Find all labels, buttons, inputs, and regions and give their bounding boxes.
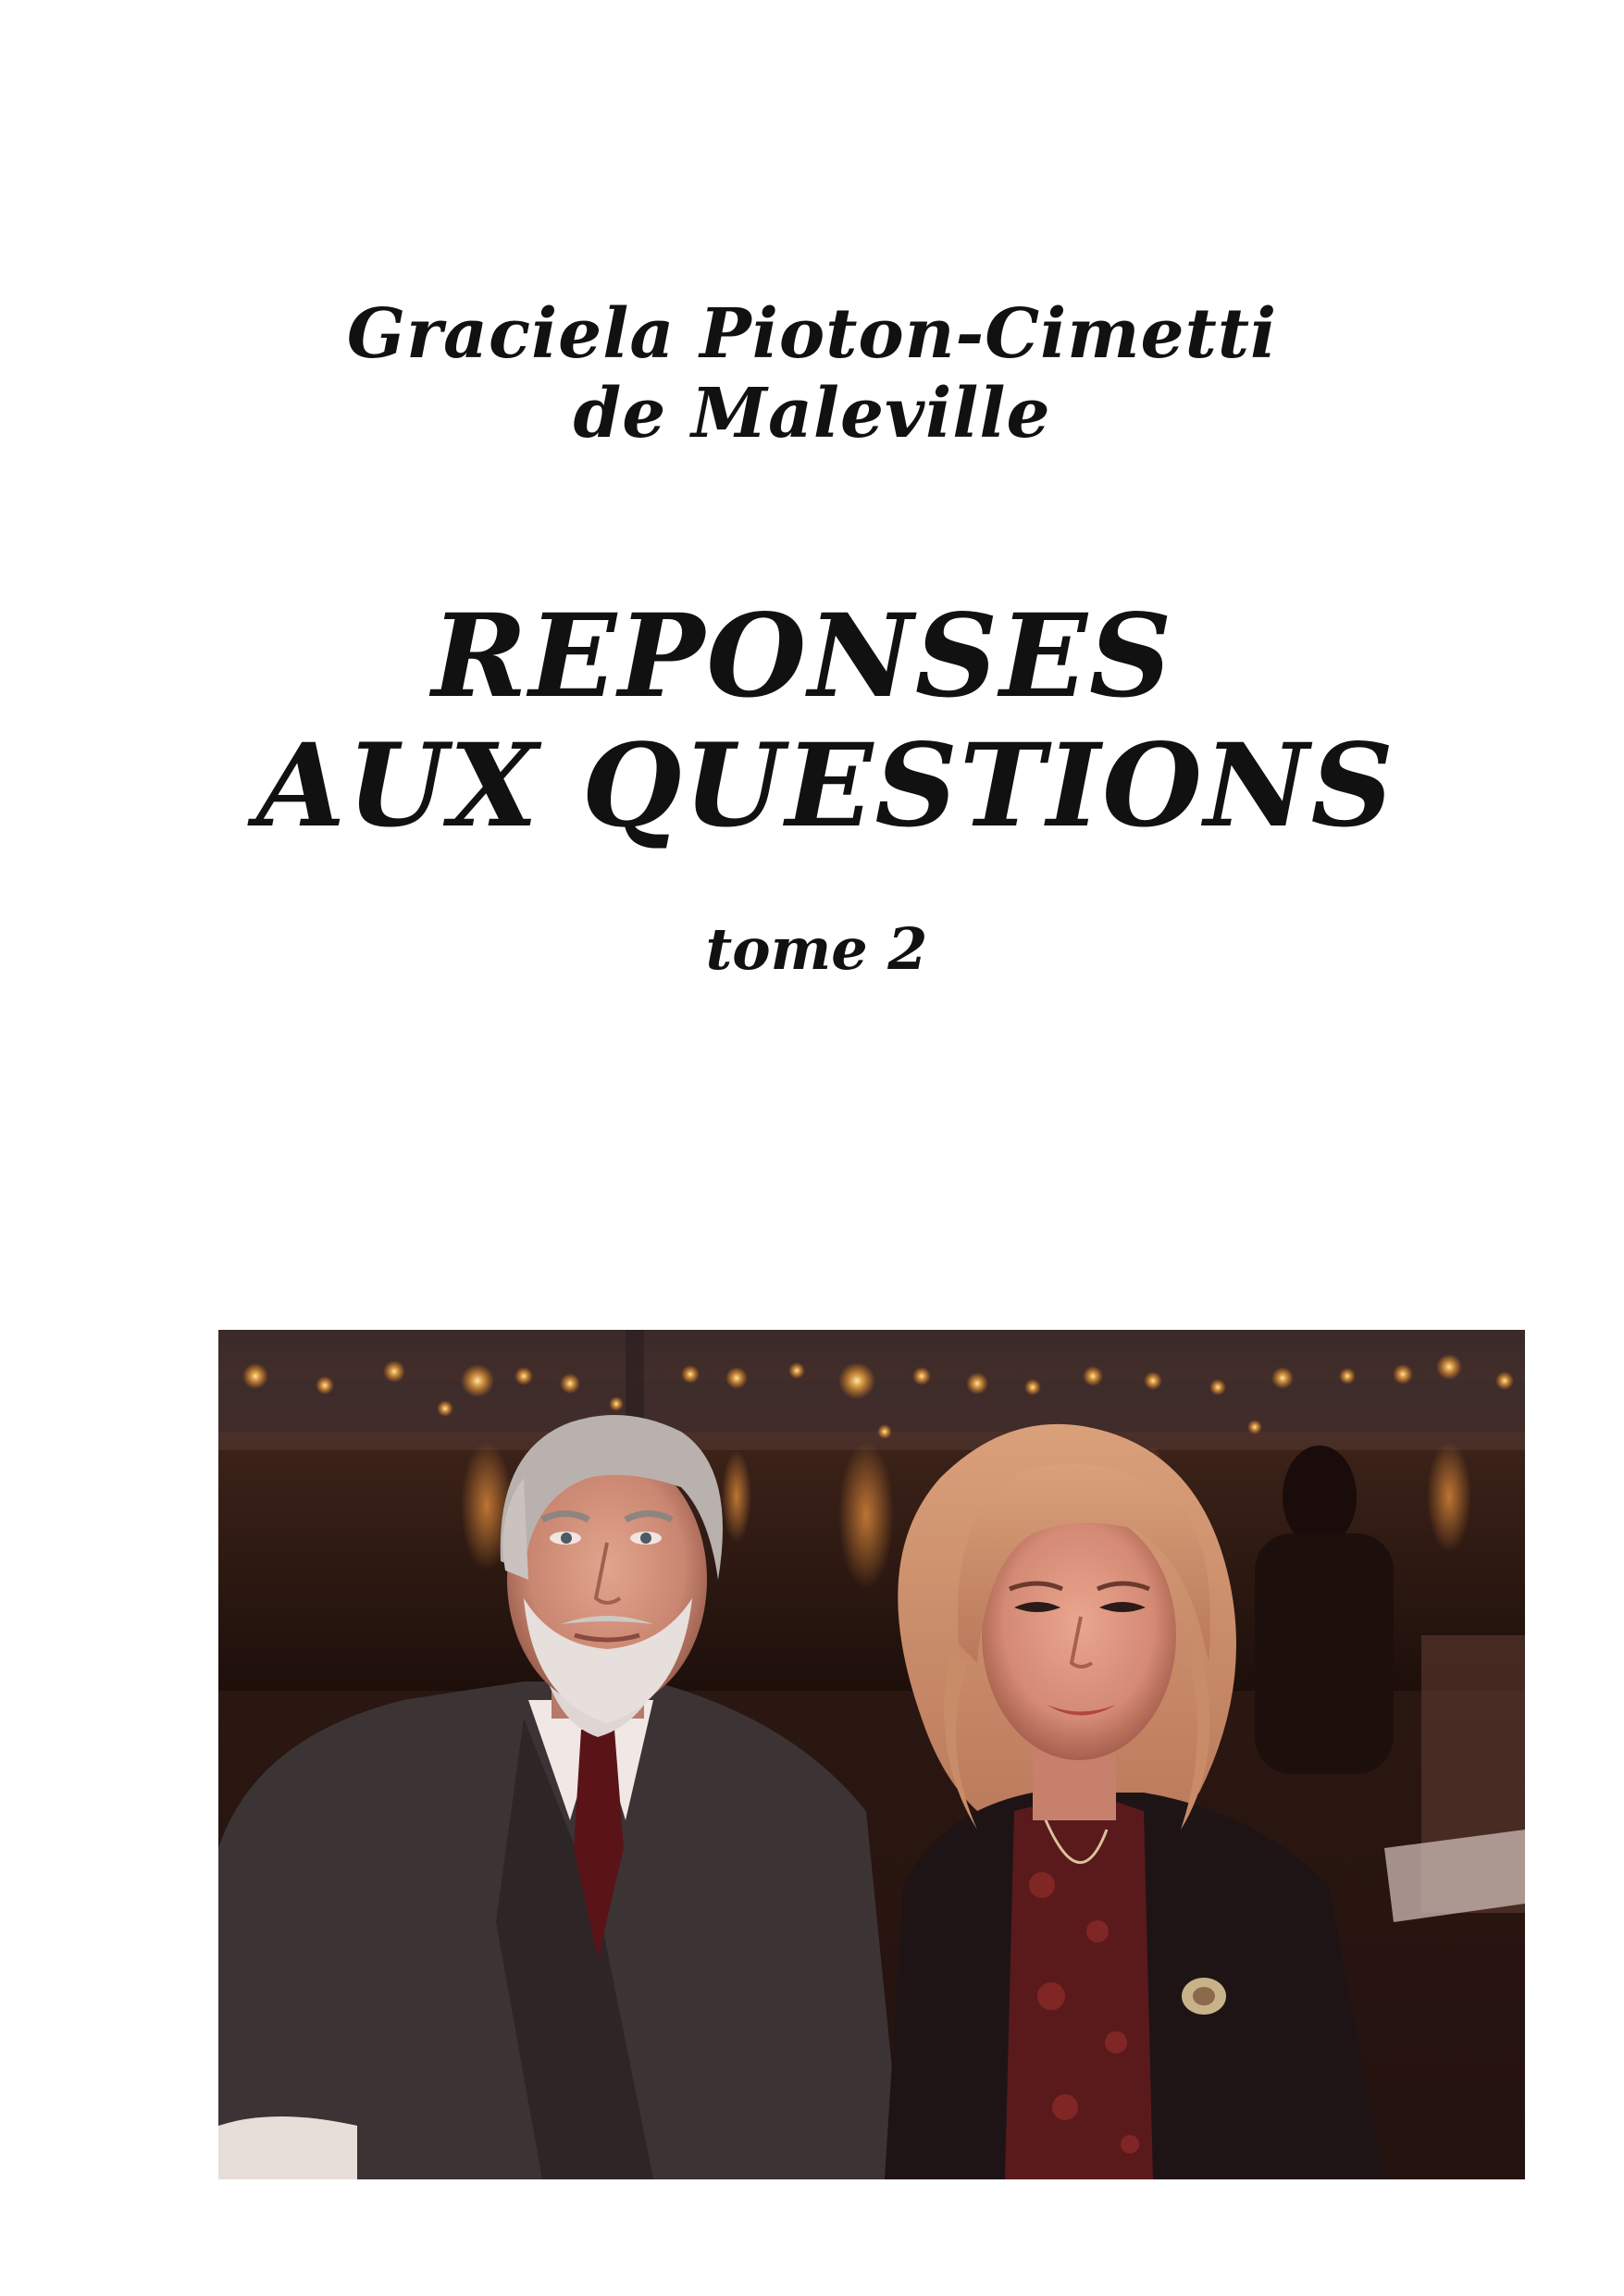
volume-label: tome 2 bbox=[705, 915, 928, 983]
author-name bbox=[0, 294, 1624, 453]
cover-photo bbox=[218, 1330, 1525, 2179]
book-title bbox=[0, 592, 1624, 851]
portrait-photo bbox=[218, 1330, 1525, 2179]
author-line-1: Graciela Pioton-Cimetti bbox=[346, 294, 1278, 374]
title-line-2: AUX QUESTIONS bbox=[255, 719, 1396, 853]
author-line-2: de Maleville bbox=[573, 374, 1051, 453]
title-line-1: REPONSES bbox=[431, 590, 1174, 724]
